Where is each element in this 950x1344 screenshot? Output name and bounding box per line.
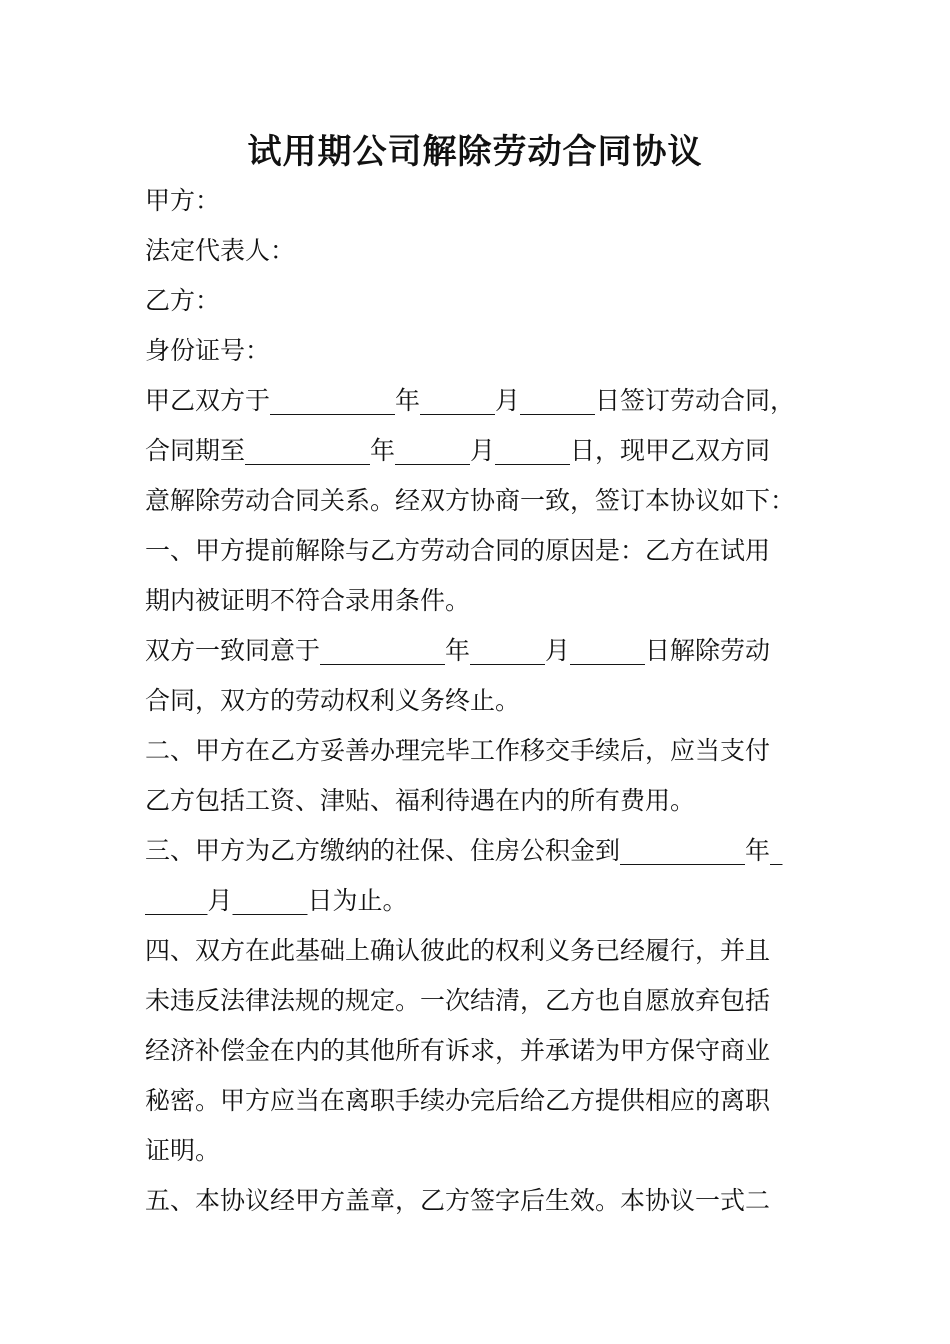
clause-four-line: 未违反法律法规的规定。一次结清，乙方也自愿放弃包括 bbox=[145, 986, 771, 1015]
clause-four-line: 证明。 bbox=[145, 1136, 221, 1165]
paragraph-line: 意解除劳动合同关系。经双方协商一致，签订本协议如下： bbox=[145, 486, 796, 515]
paragraph-line: 甲乙双方于__________年______月______日签订劳动合同， bbox=[145, 386, 796, 415]
legal-representative-line: 法定代表人： bbox=[145, 236, 296, 265]
party-b-line: 乙方： bbox=[145, 286, 221, 315]
party-a-line: 甲方： bbox=[145, 186, 221, 215]
id-number-line: 身份证号： bbox=[145, 336, 271, 365]
clause-three-line: 三、甲方为乙方缴纳的社保、住房公积金到__________年_ bbox=[145, 836, 783, 865]
document-body bbox=[145, 176, 810, 1226]
clause-three-line: _____月______日为止。 bbox=[145, 886, 408, 915]
paragraph-line: 合同，双方的劳动权利义务终止。 bbox=[145, 686, 521, 715]
clause-four-line: 四、双方在此基础上确认彼此的权利义务已经履行，并且 bbox=[145, 936, 771, 965]
clause-one-line: 一、甲方提前解除与乙方劳动合同的原因是：乙方在试用 bbox=[145, 536, 771, 565]
clause-four-line: 经济补偿金在内的其他所有诉求，并承诺为甲方保守商业 bbox=[145, 1036, 771, 1065]
clause-one-line: 期内被证明不符合录用条件。 bbox=[145, 586, 471, 615]
clause-four-line: 秘密。甲方应当在离职手续办完后给乙方提供相应的离职 bbox=[145, 1086, 771, 1115]
paragraph-line: 合同期至__________年______月______日，现甲乙双方同 bbox=[145, 436, 771, 465]
document-title: 试用期公司解除劳动合同协议 bbox=[247, 132, 703, 172]
paragraph-line: 双方一致同意于__________年______月______日解除劳动 bbox=[145, 636, 771, 665]
clause-two-line: 乙方包括工资、津贴、福利待遇在内的所有费用。 bbox=[145, 786, 696, 815]
clause-five-line: 五、本协议经甲方盖章，乙方签字后生效。本协议一式二 bbox=[145, 1186, 771, 1215]
clause-two-line: 二、甲方在乙方妥善办理完毕工作移交手续后，应当支付 bbox=[145, 736, 771, 765]
